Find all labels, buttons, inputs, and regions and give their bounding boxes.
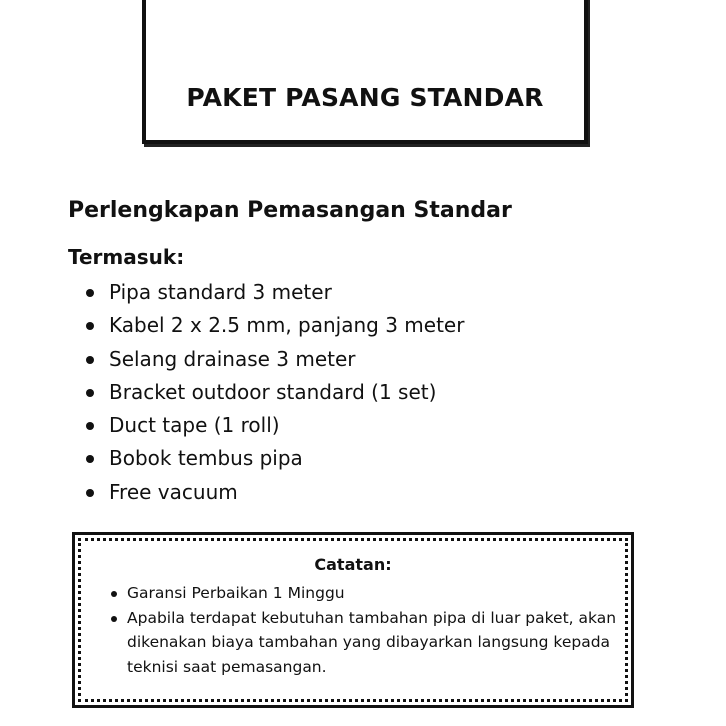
item-text: Duct tape (1 roll) <box>109 413 280 438</box>
list-item <box>68 476 464 509</box>
included-items-list <box>68 276 464 509</box>
notes-list <box>109 581 629 679</box>
list-item <box>68 309 464 342</box>
list-item <box>68 442 464 475</box>
bullet-icon <box>86 389 94 397</box>
bullet-icon <box>86 356 94 364</box>
item-text: Bobok tembus pipa <box>109 446 303 471</box>
bullet-icon <box>86 489 94 497</box>
list-item <box>68 343 464 376</box>
notes-box <box>72 532 634 708</box>
bullet-icon <box>86 289 94 297</box>
section-heading: Perlengkapan Pemasangan Standar <box>68 198 512 223</box>
note-item <box>109 581 629 606</box>
bullet-icon <box>111 616 117 622</box>
bullet-icon <box>111 591 117 597</box>
bullet-icon <box>86 422 94 430</box>
includes-label: Termasuk: <box>68 245 185 269</box>
title-box <box>142 0 588 144</box>
note-text: Apabila terdapat kebutuhan tambahan pipa di luar paket, akan dikenakan biaya tambahan yang dibayarkan langsung kepada teknisi saat pemasangan. <box>127 608 617 676</box>
note-item <box>109 606 629 680</box>
item-text: Free vacuum <box>109 479 238 504</box>
item-text: Kabel 2 x 2.5 mm, panjang 3 meter <box>109 313 465 338</box>
bullet-icon <box>86 455 94 463</box>
item-text: Selang drainase 3 meter <box>109 346 356 371</box>
notes-title: Catatan: <box>314 555 392 574</box>
notes-dotted-border <box>78 538 628 702</box>
note-text: Garansi Perbaikan 1 Minggu <box>127 584 345 602</box>
list-item <box>68 376 464 409</box>
bullet-icon <box>86 322 94 330</box>
list-item <box>68 409 464 442</box>
item-text: Bracket outdoor standard (1 set) <box>109 379 437 404</box>
page-title: PAKET PASANG STANDAR <box>186 83 544 112</box>
item-text: Pipa standard 3 meter <box>109 280 332 304</box>
list-item <box>68 276 464 309</box>
